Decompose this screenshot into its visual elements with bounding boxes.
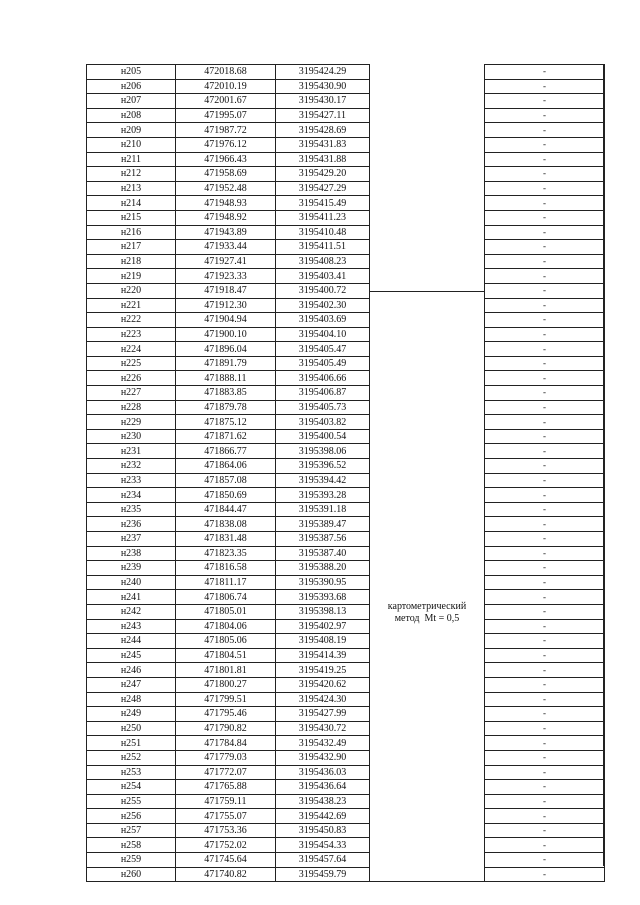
point-name-cell: н248 <box>87 692 176 707</box>
accuracy-dash-cell: - <box>485 561 605 576</box>
y-coordinate-cell: 3195431.88 <box>276 152 370 167</box>
point-name-cell: н258 <box>87 838 176 853</box>
accuracy-dash-cell: - <box>485 386 605 401</box>
point-name-cell: н216 <box>87 225 176 240</box>
point-name-cell: н226 <box>87 371 176 386</box>
y-coordinate-cell: 3195400.72 <box>276 283 370 298</box>
y-coordinate-cell: 3195430.90 <box>276 79 370 94</box>
y-coordinate-cell: 3195396.52 <box>276 459 370 474</box>
x-coordinate-cell: 471795.46 <box>176 707 276 722</box>
y-coordinate-cell: 3195432.90 <box>276 750 370 765</box>
x-coordinate-cell: 471900.10 <box>176 327 276 342</box>
accuracy-dash-cell: - <box>485 327 605 342</box>
point-name-cell: н244 <box>87 634 176 649</box>
x-coordinate-cell: 471811.17 <box>176 575 276 590</box>
table-row <box>87 327 605 342</box>
coordinates-table <box>86 64 605 882</box>
table-row <box>87 137 605 152</box>
y-coordinate-cell: 3195410.48 <box>276 225 370 240</box>
accuracy-dash-cell: - <box>485 444 605 459</box>
y-coordinate-cell: 3195436.64 <box>276 780 370 795</box>
point-name-cell: н218 <box>87 254 176 269</box>
table-row <box>87 780 605 795</box>
table-row <box>87 677 605 692</box>
accuracy-dash-cell: - <box>485 473 605 488</box>
point-name-cell: н237 <box>87 532 176 547</box>
table-row <box>87 604 605 619</box>
x-coordinate-cell: 471857.08 <box>176 473 276 488</box>
point-name-cell: н234 <box>87 488 176 503</box>
table-row <box>87 356 605 371</box>
y-coordinate-cell: 3195430.17 <box>276 94 370 109</box>
accuracy-dash-cell: - <box>485 517 605 532</box>
table-row <box>87 590 605 605</box>
y-coordinate-cell: 3195427.99 <box>276 707 370 722</box>
accuracy-dash-cell: - <box>485 210 605 225</box>
accuracy-dash-cell: - <box>485 94 605 109</box>
table-row <box>87 853 605 868</box>
x-coordinate-cell: 471976.12 <box>176 137 276 152</box>
point-name-cell: н242 <box>87 604 176 619</box>
accuracy-dash-cell: - <box>485 269 605 284</box>
accuracy-dash-cell: - <box>485 123 605 138</box>
point-name-cell: н238 <box>87 546 176 561</box>
table-row <box>87 692 605 707</box>
accuracy-dash-cell: - <box>485 823 605 838</box>
table-row <box>87 750 605 765</box>
coordinates-table-sheet <box>86 64 604 882</box>
x-coordinate-cell: 471966.43 <box>176 152 276 167</box>
table-row <box>87 429 605 444</box>
x-coordinate-cell: 471912.30 <box>176 298 276 313</box>
x-coordinate-cell: 471891.79 <box>176 356 276 371</box>
point-name-cell: н247 <box>87 677 176 692</box>
accuracy-dash-cell: - <box>485 181 605 196</box>
accuracy-dash-cell: - <box>485 415 605 430</box>
x-coordinate-cell: 471755.07 <box>176 809 276 824</box>
point-name-cell: н210 <box>87 137 176 152</box>
table-row <box>87 298 605 313</box>
table-row <box>87 867 605 882</box>
table-row <box>87 371 605 386</box>
accuracy-dash-cell: - <box>485 502 605 517</box>
accuracy-dash-cell: - <box>485 152 605 167</box>
point-name-cell: н208 <box>87 108 176 123</box>
y-coordinate-cell: 3195405.73 <box>276 400 370 415</box>
x-coordinate-cell: 471987.72 <box>176 123 276 138</box>
point-name-cell: н213 <box>87 181 176 196</box>
y-coordinate-cell: 3195403.69 <box>276 313 370 328</box>
accuracy-dash-cell: - <box>485 65 605 80</box>
point-name-cell: н225 <box>87 356 176 371</box>
point-name-cell: н253 <box>87 765 176 780</box>
accuracy-dash-cell: - <box>485 137 605 152</box>
y-coordinate-cell: 3195389.47 <box>276 517 370 532</box>
accuracy-dash-cell: - <box>485 400 605 415</box>
method-line-2: метод Mt = 0,5 <box>394 612 460 624</box>
y-coordinate-cell: 3195427.29 <box>276 181 370 196</box>
point-name-cell: н254 <box>87 780 176 795</box>
x-coordinate-cell: 471866.77 <box>176 444 276 459</box>
table-row <box>87 313 605 328</box>
table-row <box>87 167 605 182</box>
y-coordinate-cell: 3195402.97 <box>276 619 370 634</box>
accuracy-dash-cell: - <box>485 590 605 605</box>
y-coordinate-cell: 3195400.54 <box>276 429 370 444</box>
accuracy-dash-cell: - <box>485 488 605 503</box>
table-row <box>87 619 605 634</box>
table-row <box>87 123 605 138</box>
y-coordinate-cell: 3195390.95 <box>276 575 370 590</box>
table-row <box>87 736 605 751</box>
point-name-cell: н240 <box>87 575 176 590</box>
point-name-cell: н239 <box>87 561 176 576</box>
x-coordinate-cell: 471740.82 <box>176 867 276 882</box>
point-name-cell: н259 <box>87 853 176 868</box>
y-coordinate-cell: 3195388.20 <box>276 561 370 576</box>
x-coordinate-cell: 471844.47 <box>176 502 276 517</box>
y-coordinate-cell: 3195450.83 <box>276 823 370 838</box>
table-row <box>87 254 605 269</box>
x-coordinate-cell: 471805.06 <box>176 634 276 649</box>
y-coordinate-cell: 3195419.25 <box>276 663 370 678</box>
table-row <box>87 444 605 459</box>
point-name-cell: н217 <box>87 240 176 255</box>
y-coordinate-cell: 3195408.19 <box>276 634 370 649</box>
accuracy-dash-cell: - <box>485 736 605 751</box>
y-coordinate-cell: 3195406.87 <box>276 386 370 401</box>
y-coordinate-cell: 3195411.23 <box>276 210 370 225</box>
x-coordinate-cell: 471958.69 <box>176 167 276 182</box>
table-row <box>87 838 605 853</box>
x-coordinate-cell: 471879.78 <box>176 400 276 415</box>
table-row <box>87 386 605 401</box>
x-coordinate-cell: 471759.11 <box>176 794 276 809</box>
y-coordinate-cell: 3195391.18 <box>276 502 370 517</box>
point-name-cell: н223 <box>87 327 176 342</box>
x-coordinate-cell: 471804.51 <box>176 648 276 663</box>
y-coordinate-cell: 3195442.69 <box>276 809 370 824</box>
y-coordinate-cell: 3195414.39 <box>276 648 370 663</box>
table-row <box>87 225 605 240</box>
x-coordinate-cell: 471933.44 <box>176 240 276 255</box>
x-coordinate-cell: 471801.81 <box>176 663 276 678</box>
point-name-cell: н222 <box>87 313 176 328</box>
point-name-cell: н224 <box>87 342 176 357</box>
x-coordinate-cell: 471943.89 <box>176 225 276 240</box>
x-coordinate-cell: 471918.47 <box>176 283 276 298</box>
table-row <box>87 152 605 167</box>
x-coordinate-cell: 472018.68 <box>176 65 276 80</box>
table-row <box>87 488 605 503</box>
accuracy-dash-cell: - <box>485 225 605 240</box>
x-coordinate-cell: 471888.11 <box>176 371 276 386</box>
point-name-cell: н214 <box>87 196 176 211</box>
accuracy-dash-cell: - <box>485 167 605 182</box>
x-coordinate-cell: 471784.84 <box>176 736 276 751</box>
accuracy-dash-cell: - <box>485 867 605 882</box>
x-coordinate-cell: 471805.01 <box>176 604 276 619</box>
y-coordinate-cell: 3195405.49 <box>276 356 370 371</box>
x-coordinate-cell: 471831.48 <box>176 532 276 547</box>
point-name-cell: н230 <box>87 429 176 444</box>
y-coordinate-cell: 3195420.62 <box>276 677 370 692</box>
x-coordinate-cell: 471816.58 <box>176 561 276 576</box>
x-coordinate-cell: 472010.19 <box>176 79 276 94</box>
x-coordinate-cell: 471752.02 <box>176 838 276 853</box>
y-coordinate-cell: 3195432.49 <box>276 736 370 751</box>
table-row <box>87 196 605 211</box>
method-column-divider <box>369 291 484 292</box>
accuracy-dash-cell: - <box>485 108 605 123</box>
table-row <box>87 502 605 517</box>
point-name-cell: н227 <box>87 386 176 401</box>
accuracy-dash-cell: - <box>485 663 605 678</box>
x-coordinate-cell: 472001.67 <box>176 94 276 109</box>
accuracy-dash-cell: - <box>485 240 605 255</box>
x-coordinate-cell: 471904.94 <box>176 313 276 328</box>
accuracy-dash-cell: - <box>485 750 605 765</box>
x-coordinate-cell: 471838.08 <box>176 517 276 532</box>
accuracy-dash-cell: - <box>485 794 605 809</box>
point-name-cell: н212 <box>87 167 176 182</box>
table-row <box>87 283 605 298</box>
y-coordinate-cell: 3195424.30 <box>276 692 370 707</box>
point-name-cell: н221 <box>87 298 176 313</box>
point-name-cell: н211 <box>87 152 176 167</box>
table-row <box>87 794 605 809</box>
accuracy-dash-cell: - <box>485 677 605 692</box>
accuracy-dash-cell: - <box>485 342 605 357</box>
table-row <box>87 415 605 430</box>
point-name-cell: н260 <box>87 867 176 882</box>
point-name-cell: н250 <box>87 721 176 736</box>
y-coordinate-cell: 3195415.49 <box>276 196 370 211</box>
table-right-border <box>603 64 604 866</box>
x-coordinate-cell: 471948.93 <box>176 196 276 211</box>
y-coordinate-cell: 3195457.64 <box>276 853 370 868</box>
accuracy-dash-cell: - <box>485 532 605 547</box>
table-row <box>87 79 605 94</box>
y-coordinate-cell: 3195424.29 <box>276 65 370 80</box>
point-name-cell: н251 <box>87 736 176 751</box>
point-name-cell: н241 <box>87 590 176 605</box>
y-coordinate-cell: 3195411.51 <box>276 240 370 255</box>
x-coordinate-cell: 471765.88 <box>176 780 276 795</box>
x-coordinate-cell: 471823.35 <box>176 546 276 561</box>
y-coordinate-cell: 3195398.06 <box>276 444 370 459</box>
table-row <box>87 342 605 357</box>
point-name-cell: н233 <box>87 473 176 488</box>
point-name-cell: н249 <box>87 707 176 722</box>
accuracy-dash-cell: - <box>485 196 605 211</box>
point-name-cell: н207 <box>87 94 176 109</box>
point-name-cell: н235 <box>87 502 176 517</box>
point-name-cell: н219 <box>87 269 176 284</box>
table-row <box>87 459 605 474</box>
table-row <box>87 765 605 780</box>
y-coordinate-cell: 3195387.40 <box>276 546 370 561</box>
y-coordinate-cell: 3195403.82 <box>276 415 370 430</box>
table-row <box>87 210 605 225</box>
accuracy-dash-cell: - <box>485 356 605 371</box>
method-line-1: картометрический <box>387 600 467 612</box>
accuracy-dash-cell: - <box>485 853 605 868</box>
x-coordinate-cell: 471806.74 <box>176 590 276 605</box>
x-coordinate-cell: 471804.06 <box>176 619 276 634</box>
accuracy-dash-cell: - <box>485 79 605 94</box>
point-name-cell: н255 <box>87 794 176 809</box>
coordinates-table-body <box>87 65 605 882</box>
y-coordinate-cell: 3195431.83 <box>276 137 370 152</box>
point-name-cell: н215 <box>87 210 176 225</box>
x-coordinate-cell: 471883.85 <box>176 386 276 401</box>
accuracy-dash-cell: - <box>485 634 605 649</box>
y-coordinate-cell: 3195454.33 <box>276 838 370 853</box>
accuracy-dash-cell: - <box>485 765 605 780</box>
point-name-cell: н205 <box>87 65 176 80</box>
point-name-cell: н231 <box>87 444 176 459</box>
x-coordinate-cell: 471772.07 <box>176 765 276 780</box>
table-row <box>87 181 605 196</box>
table-row <box>87 65 605 80</box>
accuracy-dash-cell: - <box>485 546 605 561</box>
y-coordinate-cell: 3195394.42 <box>276 473 370 488</box>
point-name-cell: н257 <box>87 823 176 838</box>
y-coordinate-cell: 3195405.47 <box>276 342 370 357</box>
point-name-cell: н236 <box>87 517 176 532</box>
table-row <box>87 663 605 678</box>
x-coordinate-cell: 471800.27 <box>176 677 276 692</box>
x-coordinate-cell: 471952.48 <box>176 181 276 196</box>
y-coordinate-cell: 3195459.79 <box>276 867 370 882</box>
accuracy-dash-cell: - <box>485 459 605 474</box>
x-coordinate-cell: 471753.36 <box>176 823 276 838</box>
table-row <box>87 707 605 722</box>
point-name-cell: н243 <box>87 619 176 634</box>
x-coordinate-cell: 471927.41 <box>176 254 276 269</box>
accuracy-dash-cell: - <box>485 429 605 444</box>
accuracy-dash-cell: - <box>485 838 605 853</box>
table-row <box>87 634 605 649</box>
x-coordinate-cell: 471790.82 <box>176 721 276 736</box>
y-coordinate-cell: 3195408.23 <box>276 254 370 269</box>
x-coordinate-cell: 471871.62 <box>176 429 276 444</box>
accuracy-dash-cell: - <box>485 283 605 298</box>
accuracy-dash-cell: - <box>485 707 605 722</box>
y-coordinate-cell: 3195402.30 <box>276 298 370 313</box>
y-coordinate-cell: 3195403.41 <box>276 269 370 284</box>
y-coordinate-cell: 3195398.13 <box>276 604 370 619</box>
table-row <box>87 94 605 109</box>
accuracy-dash-cell: - <box>485 604 605 619</box>
accuracy-dash-cell: - <box>485 298 605 313</box>
table-row <box>87 240 605 255</box>
point-name-cell: н256 <box>87 809 176 824</box>
x-coordinate-cell: 471779.03 <box>176 750 276 765</box>
table-row <box>87 269 605 284</box>
y-coordinate-cell: 3195404.10 <box>276 327 370 342</box>
x-coordinate-cell: 471875.12 <box>176 415 276 430</box>
table-row <box>87 809 605 824</box>
point-name-cell: н245 <box>87 648 176 663</box>
y-coordinate-cell: 3195436.03 <box>276 765 370 780</box>
table-row <box>87 721 605 736</box>
table-row <box>87 823 605 838</box>
point-name-cell: н229 <box>87 415 176 430</box>
point-name-cell: н252 <box>87 750 176 765</box>
accuracy-dash-cell: - <box>485 721 605 736</box>
y-coordinate-cell: 3195406.66 <box>276 371 370 386</box>
accuracy-dash-cell: - <box>485 692 605 707</box>
accuracy-dash-cell: - <box>485 809 605 824</box>
accuracy-dash-cell: - <box>485 575 605 590</box>
point-name-cell: н246 <box>87 663 176 678</box>
point-name-cell: н232 <box>87 459 176 474</box>
accuracy-dash-cell: - <box>485 313 605 328</box>
table-row <box>87 473 605 488</box>
y-coordinate-cell: 3195429.20 <box>276 167 370 182</box>
y-coordinate-cell: 3195393.28 <box>276 488 370 503</box>
x-coordinate-cell: 471850.69 <box>176 488 276 503</box>
y-coordinate-cell: 3195430.72 <box>276 721 370 736</box>
accuracy-dash-cell: - <box>485 648 605 663</box>
point-name-cell: н209 <box>87 123 176 138</box>
y-coordinate-cell: 3195393.68 <box>276 590 370 605</box>
table-row <box>87 517 605 532</box>
accuracy-dash-cell: - <box>485 371 605 386</box>
x-coordinate-cell: 471923.33 <box>176 269 276 284</box>
x-coordinate-cell: 471745.64 <box>176 853 276 868</box>
table-row <box>87 561 605 576</box>
table-row <box>87 108 605 123</box>
x-coordinate-cell: 471864.06 <box>176 459 276 474</box>
x-coordinate-cell: 471896.04 <box>176 342 276 357</box>
point-name-cell: н206 <box>87 79 176 94</box>
accuracy-dash-cell: - <box>485 619 605 634</box>
x-coordinate-cell: 471995.07 <box>176 108 276 123</box>
table-row <box>87 532 605 547</box>
method-cell <box>370 65 485 882</box>
x-coordinate-cell: 471799.51 <box>176 692 276 707</box>
accuracy-dash-cell: - <box>485 254 605 269</box>
table-row <box>87 648 605 663</box>
y-coordinate-cell: 3195427.11 <box>276 108 370 123</box>
table-row <box>87 400 605 415</box>
x-coordinate-cell: 471948.92 <box>176 210 276 225</box>
point-name-cell: н228 <box>87 400 176 415</box>
y-coordinate-cell: 3195438.23 <box>276 794 370 809</box>
table-row <box>87 546 605 561</box>
y-coordinate-cell: 3195428.69 <box>276 123 370 138</box>
accuracy-dash-cell: - <box>485 780 605 795</box>
table-row <box>87 575 605 590</box>
point-name-cell: н220 <box>87 283 176 298</box>
y-coordinate-cell: 3195387.56 <box>276 532 370 547</box>
